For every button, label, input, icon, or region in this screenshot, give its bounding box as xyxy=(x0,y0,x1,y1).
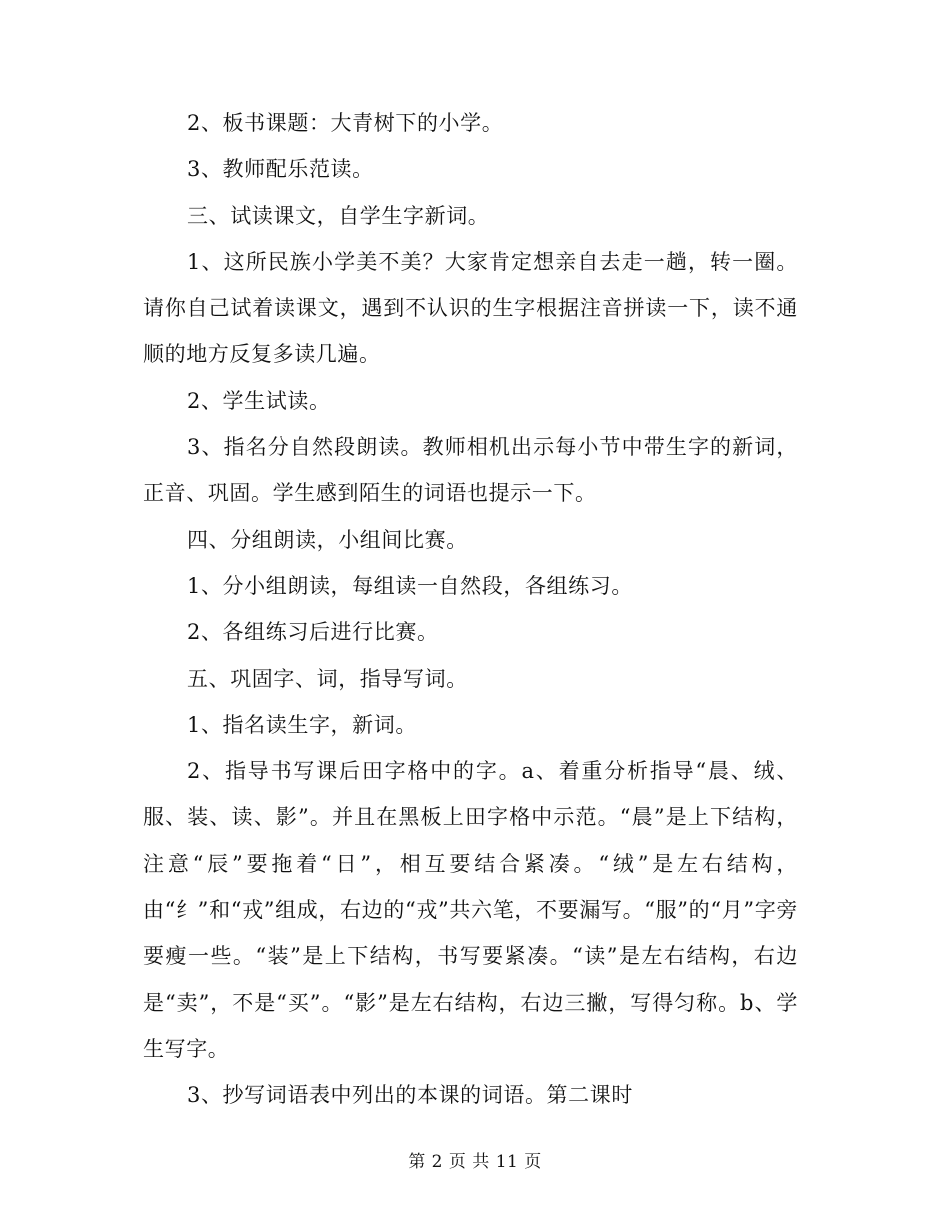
section-heading: 三、试读课文，自学生字新词。 xyxy=(187,203,490,228)
section-heading: 五、巩固字、词，指导写词。 xyxy=(187,666,468,691)
paragraph: 2、指导书写课后田字格中的字。a、着重分析指导“晨、绒、服、装、读、影”。并且在黑板上田字格中示范。“晨”是上下结构，注意“辰”要拖着“日”，相互要结合紧凑。“绒”是左右结构，由“纟”和“戎”组成，右边的“戎”共六笔，不要漏写。“服”的“月”字旁要瘦一些。“装”是上下结构，书写要紧凑。“读”是左右结构，右边是“卖”，不是“买”。“影”是左右结构，右边三撇，写得匀称。b、学生写字。 xyxy=(143,759,798,1061)
document-body xyxy=(143,100,798,1119)
paragraph: 3、指名分自然段朗读。教师相机出示每小节中带生字的新词，正音、巩固。学生感到陌生的词语也提示一下。 xyxy=(143,435,798,506)
paragraph: 2、各组练习后进行比赛。 xyxy=(187,620,439,645)
paragraph: 1、指名读生字，新词。 xyxy=(187,712,417,737)
paragraph: 2、板书课题：大青树下的小学。 xyxy=(187,111,504,135)
paragraph: 3、抄写词语表中列出的本课的词语。第二课时 xyxy=(187,1083,633,1108)
paragraph: 2、学生试读。 xyxy=(187,388,331,413)
paragraph: 1、这所民族小学美不美？大家肯定想亲自去走一趟，转一圈。请你自己试着读课文，遇到不认识的生字根据注音拼读一下，读不通顺的地方反复多读几遍。 xyxy=(143,249,798,367)
page-number-footer: 第 2 页 共 11 页 xyxy=(408,1152,542,1172)
paragraph: 3、教师配乐范读。 xyxy=(187,157,374,182)
paragraph: 1、分小组朗读，每组读一自然段，各组练习。 xyxy=(187,573,633,598)
section-heading: 四、分组朗读，小组间比赛。 xyxy=(187,527,468,552)
